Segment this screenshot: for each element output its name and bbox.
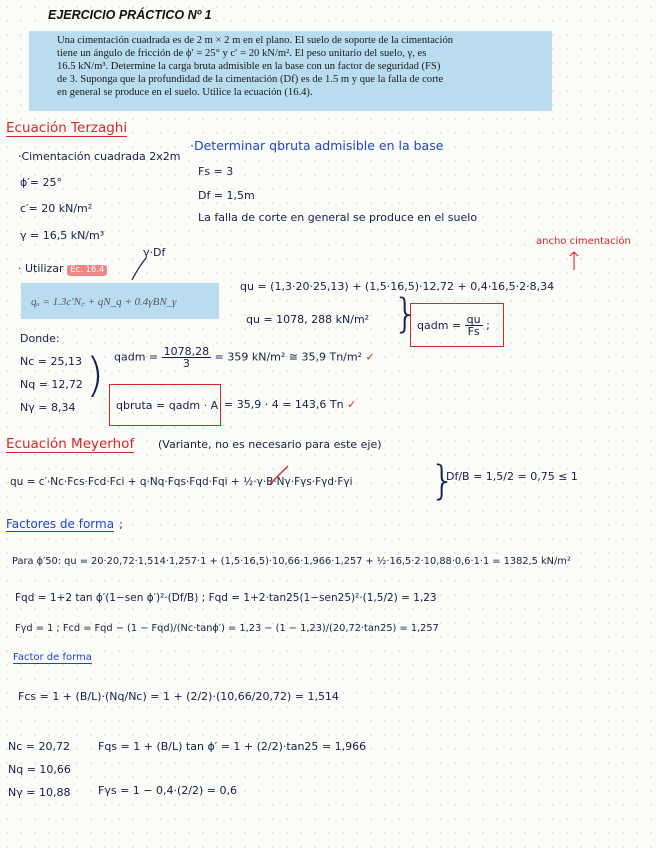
factor-nc: Nc = 25,13 xyxy=(20,355,82,368)
use-text: · Utilizar xyxy=(18,262,64,275)
brace-icon: ) xyxy=(86,348,104,402)
fgd-calculation: Fγd = 1 ; Fcd = Fqd − (1 − Fqd)/(Nc·tanϕ′) = 1,23 − (1 − 1,23)/(20,72·tan25) = 1,257 xyxy=(15,623,439,634)
phi-calculation: Para ϕ′50: qu = 20·20,72·1,514·1,257·1 + (1,5·16,5)·10,66·1,966·1,257 + ½·16,5·2·10,88·0,6·1·1 = 1382,5 kN/m² xyxy=(12,556,571,567)
qu-result: qu = 1078, 288 kN/m² xyxy=(246,313,370,326)
factor-ngamma: Nγ = 8,34 xyxy=(20,401,76,414)
terzaghi-formula: qᵤ = 1.3c′N꜀ + qN_q + 0.4γBN_γ xyxy=(21,283,219,319)
data-line: γ = 16,5 kN/m³ xyxy=(20,229,105,242)
factores-heading: Factores de forma xyxy=(6,517,115,531)
problem-line: en general se produce en el suelo. Utilice la ecuación (16.4). xyxy=(57,87,313,99)
factor2-nq: Nq = 10,66 xyxy=(8,763,71,776)
qadm-calculation xyxy=(114,346,375,369)
problem-line: de 3. Suponga que la profundidad de la cimentación (Df) es de 1.5 m y que la falla de corte xyxy=(57,74,444,86)
qadm-fraction xyxy=(465,314,483,337)
fraction-den: 3 xyxy=(182,357,190,370)
qadm-label: qadm = xyxy=(417,318,462,332)
fraction-num: 1078,28 xyxy=(163,345,210,358)
factores-suffix: ; xyxy=(119,518,123,531)
pointer-arrow-icon xyxy=(568,250,580,272)
use-label xyxy=(18,262,107,276)
factor-forma-heading: Factor de forma xyxy=(13,652,92,663)
problem-line: tiene un ángulo de fricción de ϕ′ = 25° y c′ = 20 kN/m². El peso unitario del suelo, γ, es xyxy=(57,48,427,60)
meyerhof-note: (Variante, no es necesario para este eje) xyxy=(158,438,382,451)
meyerhof-heading: Ecuación Meyerhof xyxy=(6,436,135,452)
equation-badge: Ec. 16.4 xyxy=(67,265,107,276)
exercise-title: EJERCICIO PRÁCTICO Nº 1 xyxy=(48,8,212,22)
problem-line: Una cimentación cuadrada es de 2 m × 2 m en el plano. El suelo de soporte de la cimentación xyxy=(57,35,454,46)
brace-icon: } xyxy=(430,458,456,504)
meyerhof-general: qu = c′·Nc·Fcs·Fcd·Fci + q·Nq·Fqs·Fqd·Fqi + ½·γ·B·Nγ·Fγs·Fγd·Fγi xyxy=(10,476,353,488)
data-line: ϕ′= 25° xyxy=(20,176,62,189)
fcs-calculation: Fcs = 1 + (B/L)·(Nq/Nc) = 1 + (2/2)·(10,66/20,72) = 1,514 xyxy=(18,690,339,703)
factores-row xyxy=(6,513,123,532)
ancho-note: ancho cimentación xyxy=(536,236,631,247)
check-icon: ✓ xyxy=(365,350,375,364)
problem-statement xyxy=(29,31,552,111)
qadm-formula-box: qadm = $\frac{qu}{Fs}$ ; xyxy=(410,303,504,347)
factor2-ngamma: Nγ = 10,88 xyxy=(8,786,71,799)
qbruta-result xyxy=(224,398,356,411)
goal-text: ·Determinar qbruta admisible en la base xyxy=(190,138,444,153)
donde-label: Donde: xyxy=(20,332,60,345)
brace-icon: } xyxy=(393,291,419,337)
factor-nq: Nq = 12,72 xyxy=(20,378,83,391)
qadm-calc-result: = 359 kN/m² ≅ 35,9 Tn/m² xyxy=(214,350,362,364)
factor2-nc: Nc = 20,72 xyxy=(8,740,70,753)
given-fs: Fs = 3 xyxy=(198,165,234,178)
qadm-calc-label: qadm = xyxy=(114,350,159,364)
fqd-calculation: Fqd = 1+2 tan ϕ′(1−sen ϕ′)²·(Df/B) ; Fqd = 1+2·tan25(1−sen25)²·(1,5/2) = 1,23 xyxy=(15,592,437,604)
fraction-den: Fs xyxy=(467,324,480,338)
given-failure: La falla de corte en general se produce en el suelo xyxy=(198,211,478,224)
qbruta-box: qbruta = qadm · A xyxy=(109,384,221,426)
arrow-icon xyxy=(128,256,148,282)
data-line: ·Cimentación cuadrada 2x2m xyxy=(18,150,181,163)
fqs-calculation: Fqs = 1 + (B/L) tan ϕ′ = 1 + (2/2)·tan25 = 1,966 xyxy=(98,740,367,753)
df-b-ratio: Df/B = 1,5/2 = 0,75 ≤ 1 xyxy=(446,470,578,483)
strikethrough-icon xyxy=(268,462,290,488)
given-df: Df = 1,5m xyxy=(198,189,255,202)
gamma-df-note: γ·Df xyxy=(143,246,166,259)
qu-calculation: qu = (1,3·20·25,13) + (1,5·16,5)·12,72 + 0,4·16,5·2·8,34 xyxy=(240,280,555,293)
qbruta-value: = 35,9 · 4 = 143,6 Tn xyxy=(224,398,344,411)
terzaghi-heading: Ecuación Terzaghi xyxy=(6,120,128,136)
data-line: c′= 20 kN/m² xyxy=(20,202,93,215)
problem-line: 16.5 kN/m³. Determine la carga bruta admisible en la base con un factor de seguridad (FS) xyxy=(57,61,441,73)
check-icon: ✓ xyxy=(347,398,357,411)
fgs-calculation: Fγs = 1 − 0,4·(2/2) = 0,6 xyxy=(98,784,237,797)
qadm-calc-fraction xyxy=(162,346,212,369)
fraction-num: qu xyxy=(466,312,481,326)
